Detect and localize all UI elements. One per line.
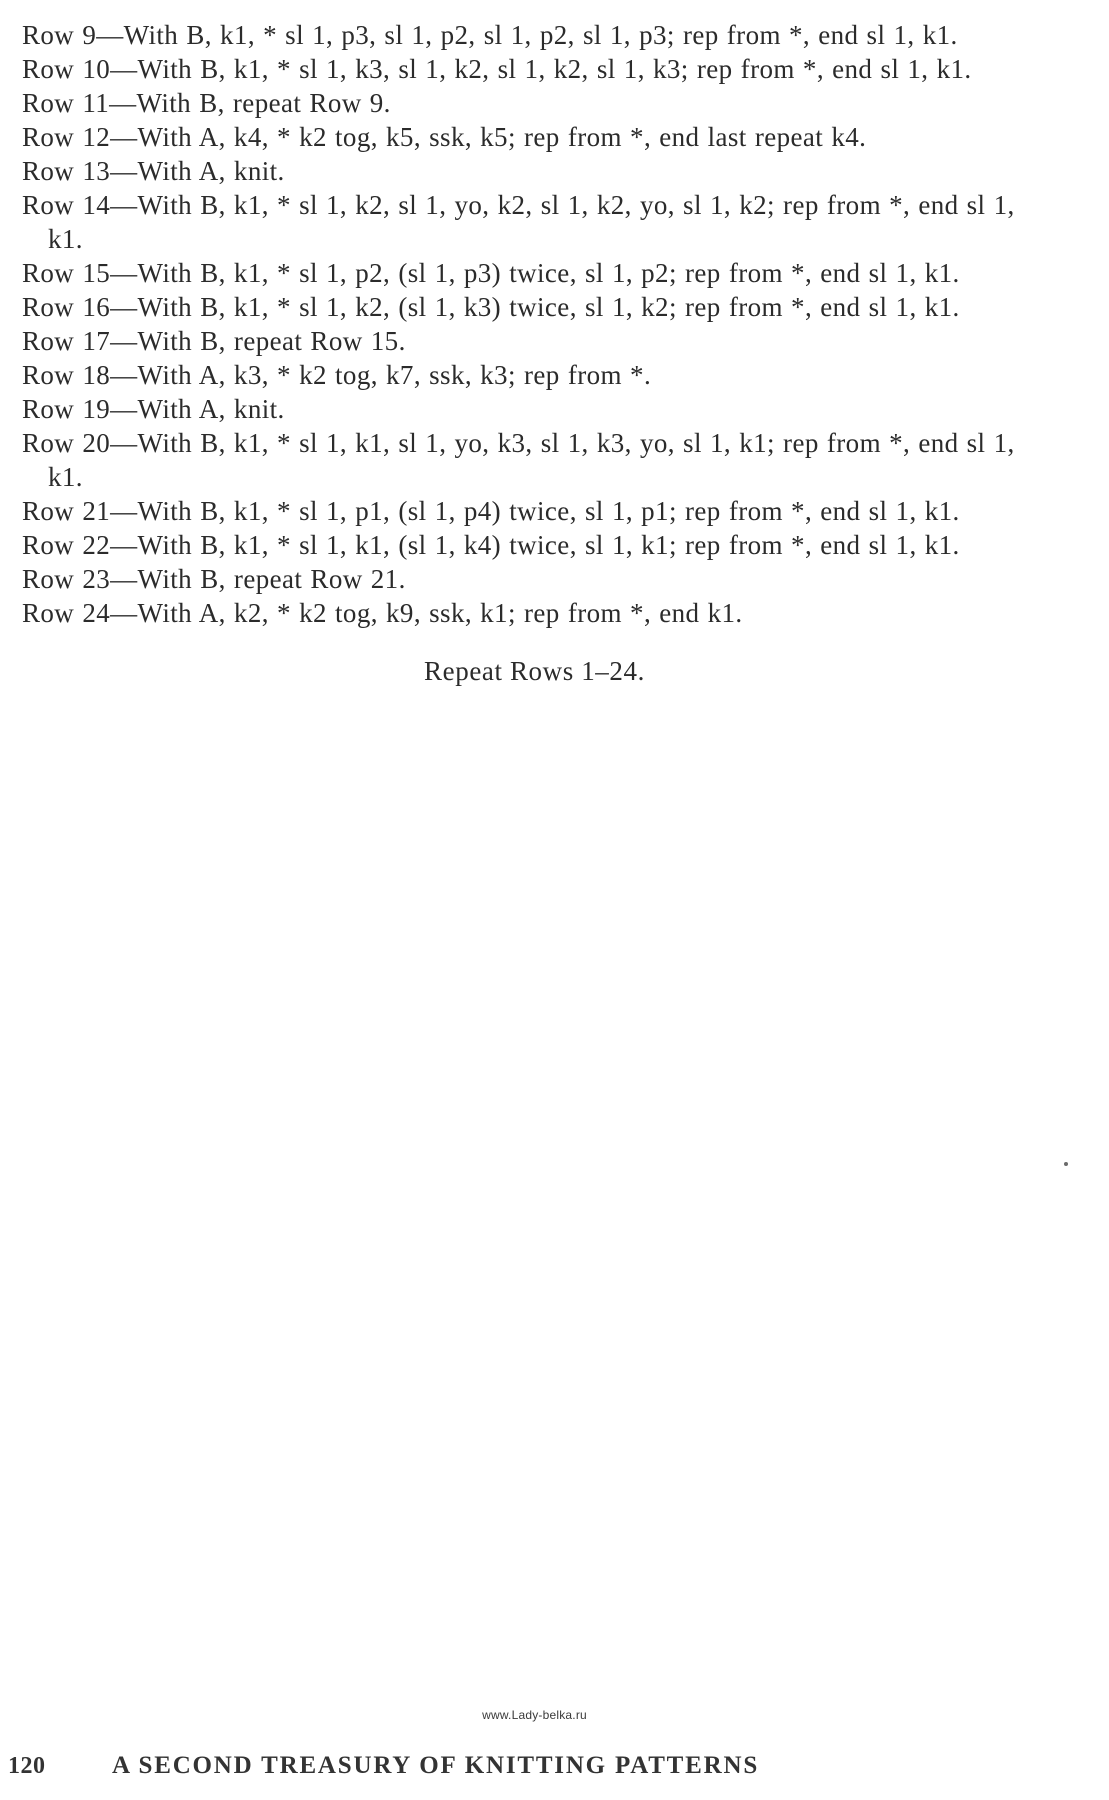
instruction-row-18: Row 18—With A, k3, * k2 tog, k7, ssk, k3; rep from *.: [22, 360, 652, 390]
instruction-row-19: Row 19—With A, knit.: [22, 394, 285, 424]
instruction-row-15: Row 15—With B, k1, * sl 1, p2, (sl 1, p3) twice, sl 1, p2; rep from *, end sl 1, k1.: [22, 258, 960, 288]
ink-speck: [1064, 1162, 1068, 1166]
instruction-row-9: Row 9—With B, k1, * sl 1, p3, sl 1, p2, sl 1, p2, sl 1, p3; rep from *, end sl 1, k1.: [22, 20, 958, 50]
instruction-row-13: Row 13—With A, knit.: [22, 156, 285, 186]
instruction-row-11: Row 11—With B, repeat Row 9.: [22, 88, 391, 118]
instruction-row-23: Row 23—With B, repeat Row 21.: [22, 564, 406, 594]
instruction-row-24: Row 24—With A, k2, * k2 tog, k9, ssk, k1; rep from *, end k1.: [22, 598, 743, 628]
running-title: A SECOND TREASURY OF KNITTING PATTERNS: [112, 1752, 760, 1779]
instruction-row-20: Row 20—With B, k1, * sl 1, k1, sl 1, yo, k3, sl 1, k3, yo, sl 1, k1; rep from *, end sl 1, k1.: [22, 428, 1015, 492]
instruction-row-10: Row 10—With B, k1, * sl 1, k3, sl 1, k2, sl 1, k2, sl 1, k3; rep from *, end sl 1, k1.: [22, 54, 972, 84]
instruction-row-22: Row 22—With B, k1, * sl 1, k1, (sl 1, k4) twice, sl 1, k1; rep from *, end sl 1, k1.: [22, 530, 960, 560]
repeat-note: Repeat Rows 1–24.: [424, 656, 645, 686]
instruction-row-21: Row 21—With B, k1, * sl 1, p1, (sl 1, p4) twice, sl 1, p1; rep from *, end sl 1, k1.: [22, 496, 960, 526]
watermark-url: www.Lady-belka.ru: [482, 1708, 587, 1722]
instruction-row-12: Row 12—With A, k4, * k2 tog, k5, ssk, k5; rep from *, end last repeat k4.: [22, 122, 867, 152]
instruction-row-16: Row 16—With B, k1, * sl 1, k2, (sl 1, k3) twice, sl 1, k2; rep from *, end sl 1, k1.: [22, 292, 960, 322]
row-instructions: [22, 18, 1052, 630]
instruction-row-14: Row 14—With B, k1, * sl 1, k2, sl 1, yo, k2, sl 1, k2, yo, sl 1, k2; rep from *, end sl 1, k1.: [22, 190, 1015, 254]
page-number: 120: [8, 1753, 46, 1779]
page-footer: [8, 1752, 908, 1780]
instruction-row-17: Row 17—With B, repeat Row 15.: [22, 326, 406, 356]
